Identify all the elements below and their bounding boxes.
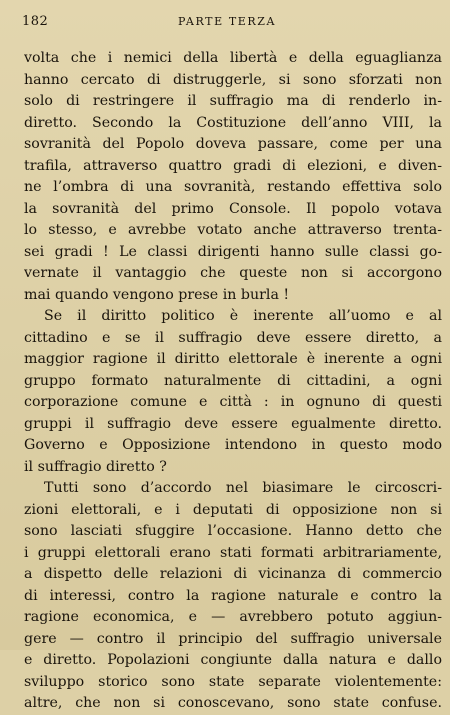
text-line: gere — contro il principio del suffragio universale bbox=[24, 630, 442, 647]
text-line: vernate il vantaggio che queste non si accorgono bbox=[24, 265, 442, 281]
paragraph bbox=[24, 48, 442, 306]
text-line: sono lasciati sfuggire l’occasione. Hanno detto che bbox=[24, 523, 442, 539]
text-line: sviluppo storico sono state separate violentemente: bbox=[24, 673, 442, 690]
text-line: cittadino e se il suffragio deve essere diretto, a bbox=[24, 329, 442, 346]
page-number: 182 bbox=[22, 14, 49, 29]
text-line: Se il diritto politico è inerente all’uomo e al bbox=[44, 308, 442, 324]
paragraph bbox=[24, 306, 442, 478]
text-line: volta che i nemici della libertà e della eguaglianza bbox=[24, 50, 442, 66]
body-text bbox=[24, 48, 442, 715]
text-line: a dispetto delle relazioni di vicinanza di commercio bbox=[24, 566, 442, 582]
text-line: lo stesso, e avrebbe votato anche attraverso trenta- bbox=[24, 222, 442, 238]
text-line: di interessi, contro la ragione naturale e contro la bbox=[24, 587, 442, 604]
text-line: hanno cercato di distruggerle, si sono sforzati non bbox=[24, 71, 442, 88]
text-line: i gruppi elettorali erano stati formati arbitrariamente, bbox=[24, 544, 442, 561]
text-line: Tutti sono d’accordo nel biasimare le circoscri- bbox=[44, 480, 442, 496]
text-line: sei gradi ! Le classi dirigenti hanno sulle classi go- bbox=[24, 243, 442, 260]
text-line: gruppi il suffragio deve essere egualmente diretto. bbox=[24, 415, 442, 432]
text-line: zioni elettorali, e i deputati di opposizione non si bbox=[24, 501, 442, 518]
text-line: trafila, attraverso quattro gradi di elezioni, e diven- bbox=[24, 157, 442, 174]
running-head: PARTE TERZA bbox=[177, 15, 277, 28]
page-header bbox=[22, 14, 432, 32]
text-line: il suffragio diretto ? bbox=[24, 458, 167, 475]
text-line: sovranità del Popolo doveva passare, come per una bbox=[24, 136, 442, 152]
text-line: corporazione comune e città : in ognuno di questi bbox=[24, 394, 442, 410]
text-line: e diretto. Popolazioni congiunte dalla natura e dallo bbox=[24, 652, 442, 668]
text-line: mai quando vengono prese in burla ! bbox=[24, 286, 290, 303]
text-line: la sovranità del primo Console. Il popolo votava bbox=[24, 200, 442, 217]
text-line: altre, che non si conoscevano, sono state confuse. bbox=[24, 695, 442, 711]
text-line: gruppo formato naturalmente di cittadini, a ogni bbox=[24, 372, 442, 389]
text-line: diretto. Secondo la Costituzione dell’anno VIII, la bbox=[24, 114, 442, 131]
text-line: ragione economica, e — avrebbero potuto aggiun- bbox=[24, 609, 442, 625]
text-line: solo di restringere il suffragio ma di renderlo in- bbox=[24, 93, 442, 109]
text-line: Governo e Opposizione intendono in questo modo bbox=[24, 437, 442, 453]
text-line: ne l’ombra di una sovranità, restando effettiva solo bbox=[24, 179, 442, 195]
text-line: maggior ragione il diritto elettorale è inerente a ogni bbox=[24, 351, 442, 367]
paragraph bbox=[24, 478, 442, 715]
